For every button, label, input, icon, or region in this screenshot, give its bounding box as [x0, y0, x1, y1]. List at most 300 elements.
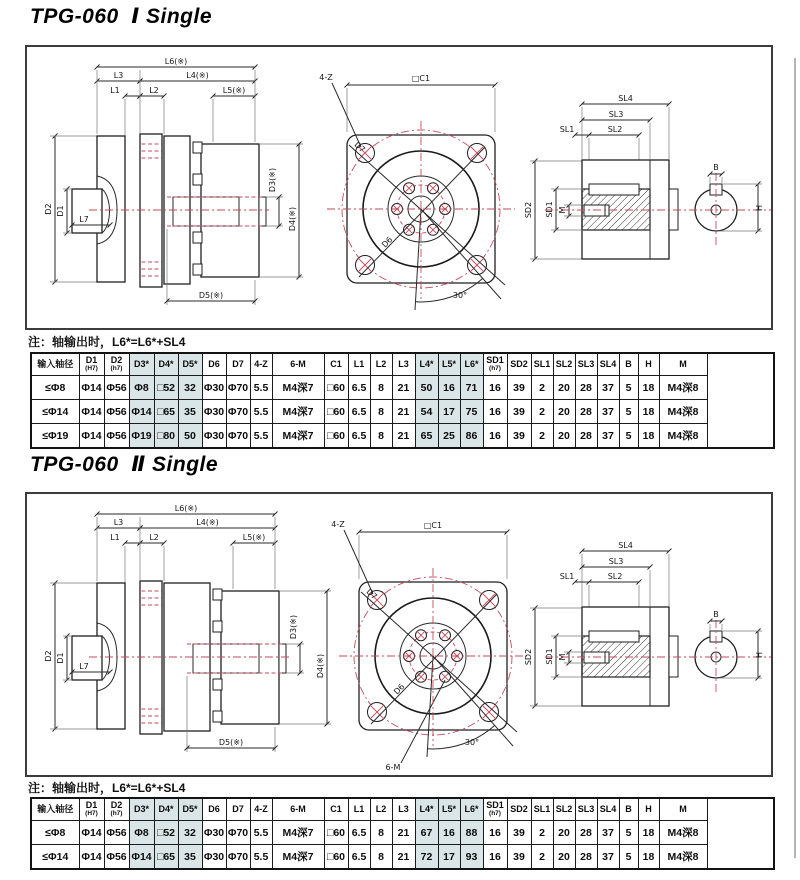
table-cell: 28 [575, 376, 597, 400]
table-cell: 21 [392, 845, 415, 870]
table-cell: 93 [460, 845, 483, 870]
table-cell: □52 [154, 821, 178, 845]
table-cell: 50 [178, 424, 202, 449]
col-header-0 [31, 353, 79, 376]
col-header-13 [392, 798, 415, 821]
table-cell: 21 [392, 821, 415, 845]
table-cell: Φ14 [79, 400, 104, 424]
table-cell: M4深7 [272, 845, 324, 870]
dim-label-L7: L7 [79, 215, 89, 224]
col-header-21 [575, 798, 597, 821]
table-cell: Φ30 [202, 400, 226, 424]
table-cell: ≤Φ14 [31, 845, 79, 870]
table-cell: 28 [575, 400, 597, 424]
col-header-21 [575, 353, 597, 376]
table-cell: 86 [460, 424, 483, 449]
col-header-4 [154, 798, 178, 821]
table-cell: Φ70 [226, 821, 250, 845]
dim-label-C1: □C1 [411, 74, 431, 83]
col-header-15 [438, 353, 460, 376]
dim-label-H: H [755, 204, 764, 212]
table-cell: Φ70 [226, 376, 250, 400]
table-cell: Φ14 [79, 821, 104, 845]
col-header-13 [392, 353, 415, 376]
dim-label-B: B [713, 610, 719, 619]
col-header-label: D6 [208, 803, 220, 814]
table-cell: Φ19 [129, 424, 154, 449]
dim-label-SL2: SL2 [607, 572, 623, 581]
table-cell: 28 [575, 845, 597, 870]
col-header-label: D4* [158, 358, 174, 369]
dim-label-SL1: SL1 [559, 572, 575, 581]
table-cell: 5.5 [250, 821, 272, 845]
col-header-label: L6* [464, 803, 479, 814]
col-header-label: 4-Z [254, 358, 268, 369]
table-cell: ≤Φ14 [31, 400, 79, 424]
col-header-24 [638, 353, 659, 376]
table-cell: Φ70 [226, 845, 250, 870]
front-view-drawing [319, 73, 515, 310]
dim-label-deg30: 30° [452, 291, 468, 300]
dim-label-SD1: SD1 [545, 201, 554, 218]
dim-label-L3: L3 [113, 71, 124, 80]
table-cell: 16 [483, 821, 507, 845]
dim-label-L1: L1 [110, 533, 120, 542]
table-cell: 75 [460, 400, 483, 424]
table-cell: □65 [154, 400, 178, 424]
table-cell: Φ70 [226, 424, 250, 449]
front-view-drawing [331, 520, 527, 772]
dim-label-D7: D7 [364, 587, 379, 602]
dim-label-D3: D3(※) [268, 167, 277, 193]
col-header-17 [483, 798, 507, 821]
dim-label-D6: D6 [380, 235, 395, 250]
col-header-19 [531, 353, 553, 376]
table-cell: □80 [154, 424, 178, 449]
col-header-6 [202, 798, 226, 821]
col-header-label: C1 [330, 358, 342, 369]
col-header-7 [226, 798, 250, 821]
col-header-11 [348, 798, 370, 821]
col-header-label: D7 [232, 803, 244, 814]
table-cell: 5.5 [250, 424, 272, 449]
col-header-label: D2 [110, 800, 123, 811]
col-header-label: 6-M [290, 358, 306, 369]
col-header-2 [104, 798, 129, 821]
col-header-label: D2 [110, 355, 123, 366]
dim-label-L6: L6(※) [164, 57, 188, 66]
table-cell: 18 [638, 424, 659, 449]
table-cell: 18 [638, 376, 659, 400]
dim-label-SL3: SL3 [608, 110, 624, 119]
table-cell: 20 [553, 376, 575, 400]
col-header-23 [619, 353, 638, 376]
dim-label-SL4: SL4 [618, 541, 633, 550]
col-header-label: D7 [232, 358, 244, 369]
table-filler [707, 353, 774, 448]
dim-label-M: M [558, 206, 567, 214]
table-cell: Φ56 [104, 400, 129, 424]
dim-label-L4: L4(※) [186, 71, 209, 80]
table-cell: 39 [507, 400, 531, 424]
col-header-label: H [645, 358, 652, 369]
section-1-table-wrap [30, 352, 775, 449]
col-header-label: SL1 [533, 358, 551, 369]
col-header-7 [226, 353, 250, 376]
col-header-label: H [645, 803, 652, 814]
dimensions-table [30, 797, 775, 870]
table-cell: □60 [324, 424, 348, 449]
table-cell: 28 [575, 424, 597, 449]
dim-label-D2: D2 [44, 203, 53, 215]
table-cell: Φ56 [104, 821, 129, 845]
technical-drawing [27, 47, 771, 328]
table-cell: 37 [597, 845, 619, 870]
col-header-18 [507, 353, 531, 376]
dim-label-D7: D7 [352, 140, 367, 155]
table-cell: □65 [154, 845, 178, 870]
col-header-8 [250, 353, 272, 376]
table-cell: 8 [370, 424, 392, 449]
dim-label-SD2: SD2 [524, 201, 533, 219]
table-row [31, 845, 774, 870]
table-cell: 6.5 [348, 376, 370, 400]
table-cell: 17 [438, 845, 460, 870]
col-header-2 [104, 353, 129, 376]
col-header-1 [79, 798, 104, 821]
table-cell: 16 [483, 845, 507, 870]
table-cell: 88 [460, 821, 483, 845]
table-cell: 17 [438, 400, 460, 424]
col-header-label: L2 [375, 803, 387, 814]
table-cell: 5.5 [250, 376, 272, 400]
section-1-drawing-panel [25, 45, 773, 330]
table-cell: Φ30 [202, 821, 226, 845]
col-header-label: D6 [208, 358, 220, 369]
table-cell: M4深8 [659, 845, 707, 870]
table-cell: 18 [638, 845, 659, 870]
table-cell: □60 [324, 845, 348, 870]
col-header-24 [638, 798, 659, 821]
table-cell: Φ56 [104, 376, 129, 400]
table-cell: 21 [392, 376, 415, 400]
dim-label-SD1: SD1 [545, 648, 554, 665]
col-header-22 [597, 798, 619, 821]
table-cell: 21 [392, 400, 415, 424]
col-header-14 [415, 353, 438, 376]
table-cell: 39 [507, 821, 531, 845]
table-cell: Φ14 [129, 400, 154, 424]
col-header-label: 4-Z [254, 803, 268, 814]
col-header-25 [659, 798, 707, 821]
col-header-22 [597, 353, 619, 376]
col-header-label: SD1 [486, 800, 504, 811]
col-header-label: B [625, 803, 632, 814]
table-cell: Φ70 [226, 400, 250, 424]
table-cell: 20 [553, 821, 575, 845]
table-cell: □60 [324, 400, 348, 424]
table-cell: 5 [619, 424, 638, 449]
table-cell: 2 [531, 845, 553, 870]
col-header-15 [438, 798, 460, 821]
dim-label-L2: L2 [149, 533, 159, 542]
section-2-table-wrap [30, 797, 775, 870]
col-header-20 [553, 798, 575, 821]
col-header-3 [129, 353, 154, 376]
table-row [31, 424, 774, 449]
table-cell: 67 [415, 821, 438, 845]
dim-label-L5: L5(※) [222, 86, 246, 95]
col-header-0 [31, 798, 79, 821]
section-1-note: 注：轴输出时，L6*=L6*+SL4 [28, 335, 186, 349]
dim-label-B: B [713, 163, 719, 172]
table-cell: ≤Φ8 [31, 821, 79, 845]
dim-label-D4: D4(※) [288, 206, 297, 232]
col-header-11 [348, 353, 370, 376]
table-cell: 65 [415, 424, 438, 449]
dim-label-H: H [755, 651, 764, 659]
col-header-25 [659, 353, 707, 376]
dim-label-D1: D1 [56, 652, 65, 664]
dimensions-table [30, 352, 775, 449]
col-header-label: D3* [133, 803, 149, 814]
table-cell: Φ14 [79, 376, 104, 400]
col-header-label: L5* [441, 803, 456, 814]
col-header-label: D3* [133, 358, 149, 369]
table-cell: 54 [415, 400, 438, 424]
col-header-6 [202, 353, 226, 376]
table-cell: M4深7 [272, 821, 324, 845]
table-cell: Φ56 [104, 845, 129, 870]
table-cell: 37 [597, 400, 619, 424]
table-cell: 18 [638, 821, 659, 845]
col-header-9 [272, 798, 324, 821]
table-cell: M4深8 [659, 400, 707, 424]
table-filler [707, 798, 774, 869]
table-cell: 20 [553, 400, 575, 424]
table-cell: 6.5 [348, 845, 370, 870]
col-header-label: L1 [353, 803, 365, 814]
table-row [31, 376, 774, 400]
col-header-tolerance: (h7) [489, 810, 501, 818]
table-cell: 18 [638, 400, 659, 424]
col-header-label: L6* [464, 358, 479, 369]
col-header-4 [154, 353, 178, 376]
col-header-label: SL3 [577, 358, 595, 369]
dim-label-L7: L7 [79, 662, 89, 671]
table-cell: 2 [531, 821, 553, 845]
table-cell: 8 [370, 376, 392, 400]
table-cell: 8 [370, 821, 392, 845]
table-cell: 37 [597, 424, 619, 449]
table-cell: 20 [553, 424, 575, 449]
col-header-23 [619, 798, 638, 821]
table-cell: 37 [597, 821, 619, 845]
table-cell: 5.5 [250, 845, 272, 870]
col-header-3 [129, 798, 154, 821]
dim-label-M: M [558, 653, 567, 661]
table-cell: 5.5 [250, 400, 272, 424]
col-header-label: 输入轴径 [37, 803, 74, 814]
col-header-18 [507, 798, 531, 821]
table-cell: M4深8 [659, 821, 707, 845]
col-header-8 [250, 798, 272, 821]
table-cell: 5 [619, 400, 638, 424]
table-header-row [31, 798, 774, 821]
table-cell: 37 [597, 376, 619, 400]
shaft-section-view-drawing [524, 541, 771, 709]
dim-label-deg30: 30° [464, 738, 480, 747]
technical-drawing [27, 494, 771, 775]
col-header-label: SL2 [555, 803, 573, 814]
col-header-10 [324, 798, 348, 821]
table-header-row [31, 353, 774, 376]
table-cell: 2 [531, 424, 553, 449]
table-cell: 39 [507, 376, 531, 400]
table-cell: 39 [507, 424, 531, 449]
col-header-label: SL4 [599, 803, 617, 814]
table-cell: Φ14 [79, 845, 104, 870]
col-header-19 [531, 798, 553, 821]
col-header-label: D1 [85, 355, 98, 366]
col-header-16 [460, 798, 483, 821]
col-header-tolerance: (h7) [489, 365, 501, 373]
col-header-5 [178, 353, 202, 376]
table-cell: M4深7 [272, 376, 324, 400]
col-header-tolerance: (H7) [85, 365, 98, 373]
table-cell: 5 [619, 821, 638, 845]
section-2-drawing-panel [25, 492, 773, 777]
col-header-label: M [679, 803, 687, 814]
table-cell: Φ8 [129, 821, 154, 845]
col-header-label: D5* [182, 358, 198, 369]
table-cell: 21 [392, 424, 415, 449]
col-header-5 [178, 798, 202, 821]
col-header-1 [79, 353, 104, 376]
col-header-label: SL3 [577, 803, 595, 814]
table-cell: M4深7 [272, 400, 324, 424]
col-header-17 [483, 353, 507, 376]
table-cell: 20 [553, 845, 575, 870]
table-cell: M4深8 [659, 424, 707, 449]
col-header-tolerance: (H7) [85, 810, 98, 818]
col-header-9 [272, 353, 324, 376]
col-header-10 [324, 353, 348, 376]
table-cell: 16 [483, 424, 507, 449]
table-cell: 16 [483, 376, 507, 400]
table-cell: 50 [415, 376, 438, 400]
table-cell: 2 [531, 376, 553, 400]
col-header-label: L4* [419, 803, 434, 814]
table-cell: 71 [460, 376, 483, 400]
col-header-tolerance: (h7) [110, 365, 123, 373]
table-cell: □60 [324, 821, 348, 845]
table-cell: 5 [619, 845, 638, 870]
dim-label-D1: D1 [56, 205, 65, 217]
table-cell: 16 [483, 400, 507, 424]
col-header-label: SD1 [486, 355, 504, 366]
table-cell: 8 [370, 845, 392, 870]
table-cell: Φ14 [129, 845, 154, 870]
table-cell: 16 [438, 376, 460, 400]
section-1-title: TPG-060 Ⅰ Single [30, 5, 213, 28]
table-cell: Φ56 [104, 424, 129, 449]
col-header-label: SD2 [510, 358, 528, 369]
table-cell: 5 [619, 376, 638, 400]
col-header-16 [460, 353, 483, 376]
dim-label-L3: L3 [113, 518, 124, 527]
table-cell: 35 [178, 845, 202, 870]
dim-label-L5: L5(※) [242, 533, 266, 542]
dim-label-SL1: SL1 [559, 125, 575, 134]
table-row [31, 821, 774, 845]
col-header-label: L1 [353, 358, 365, 369]
table-cell: 2 [531, 400, 553, 424]
table-cell: □52 [154, 376, 178, 400]
scan-edge-artifact [794, 58, 796, 858]
col-header-label: L2 [375, 358, 387, 369]
col-header-label: SL1 [533, 803, 551, 814]
table-cell: 72 [415, 845, 438, 870]
dim-label-L2: L2 [149, 86, 159, 95]
section-2-title: TPG-060 Ⅱ Single [30, 453, 219, 476]
table-cell: 6.5 [348, 400, 370, 424]
dim-label-L6: L6(※) [174, 504, 198, 513]
col-header-label: L5* [441, 358, 456, 369]
table-cell: M4深8 [659, 376, 707, 400]
table-cell: Φ14 [79, 424, 104, 449]
col-header-label: 6-M [290, 803, 306, 814]
col-header-20 [553, 353, 575, 376]
table-cell: 32 [178, 821, 202, 845]
table-cell: Φ30 [202, 376, 226, 400]
table-cell: □60 [324, 376, 348, 400]
col-header-tolerance: (h7) [110, 810, 123, 818]
table-cell: 6.5 [348, 821, 370, 845]
col-header-12 [370, 353, 392, 376]
table-cell: 25 [438, 424, 460, 449]
col-header-label: SD2 [510, 803, 528, 814]
table-cell: ≤Φ8 [31, 376, 79, 400]
col-header-label: SL4 [599, 358, 617, 369]
table-cell: 35 [178, 400, 202, 424]
table-cell: 32 [178, 376, 202, 400]
dim-label-D5: D5(※) [198, 291, 224, 300]
table-cell: ≤Φ19 [31, 424, 79, 449]
dim-label-Z4: 4-Z [319, 73, 333, 82]
dim-label-Z4: 4-Z [331, 520, 345, 529]
col-header-label: SL2 [555, 358, 573, 369]
dim-label-D6: D6 [392, 682, 407, 697]
col-header-label: L3 [398, 358, 409, 369]
table-cell: 39 [507, 845, 531, 870]
dim-label-SL3: SL3 [608, 557, 624, 566]
col-header-14 [415, 798, 438, 821]
dim-label-D3: D3(※) [289, 614, 298, 640]
col-header-12 [370, 798, 392, 821]
col-header-label: D4* [158, 803, 174, 814]
table-cell: 6.5 [348, 424, 370, 449]
table-cell: 8 [370, 400, 392, 424]
table-cell: Φ30 [202, 845, 226, 870]
dim-label-L4: L4(※) [196, 518, 219, 527]
side-view-drawing [44, 57, 303, 305]
col-header-label: M [679, 358, 687, 369]
dim-label-D4: D4(※) [316, 653, 325, 679]
table-cell: 28 [575, 821, 597, 845]
table-cell: 16 [438, 821, 460, 845]
table-cell: M4深7 [272, 424, 324, 449]
